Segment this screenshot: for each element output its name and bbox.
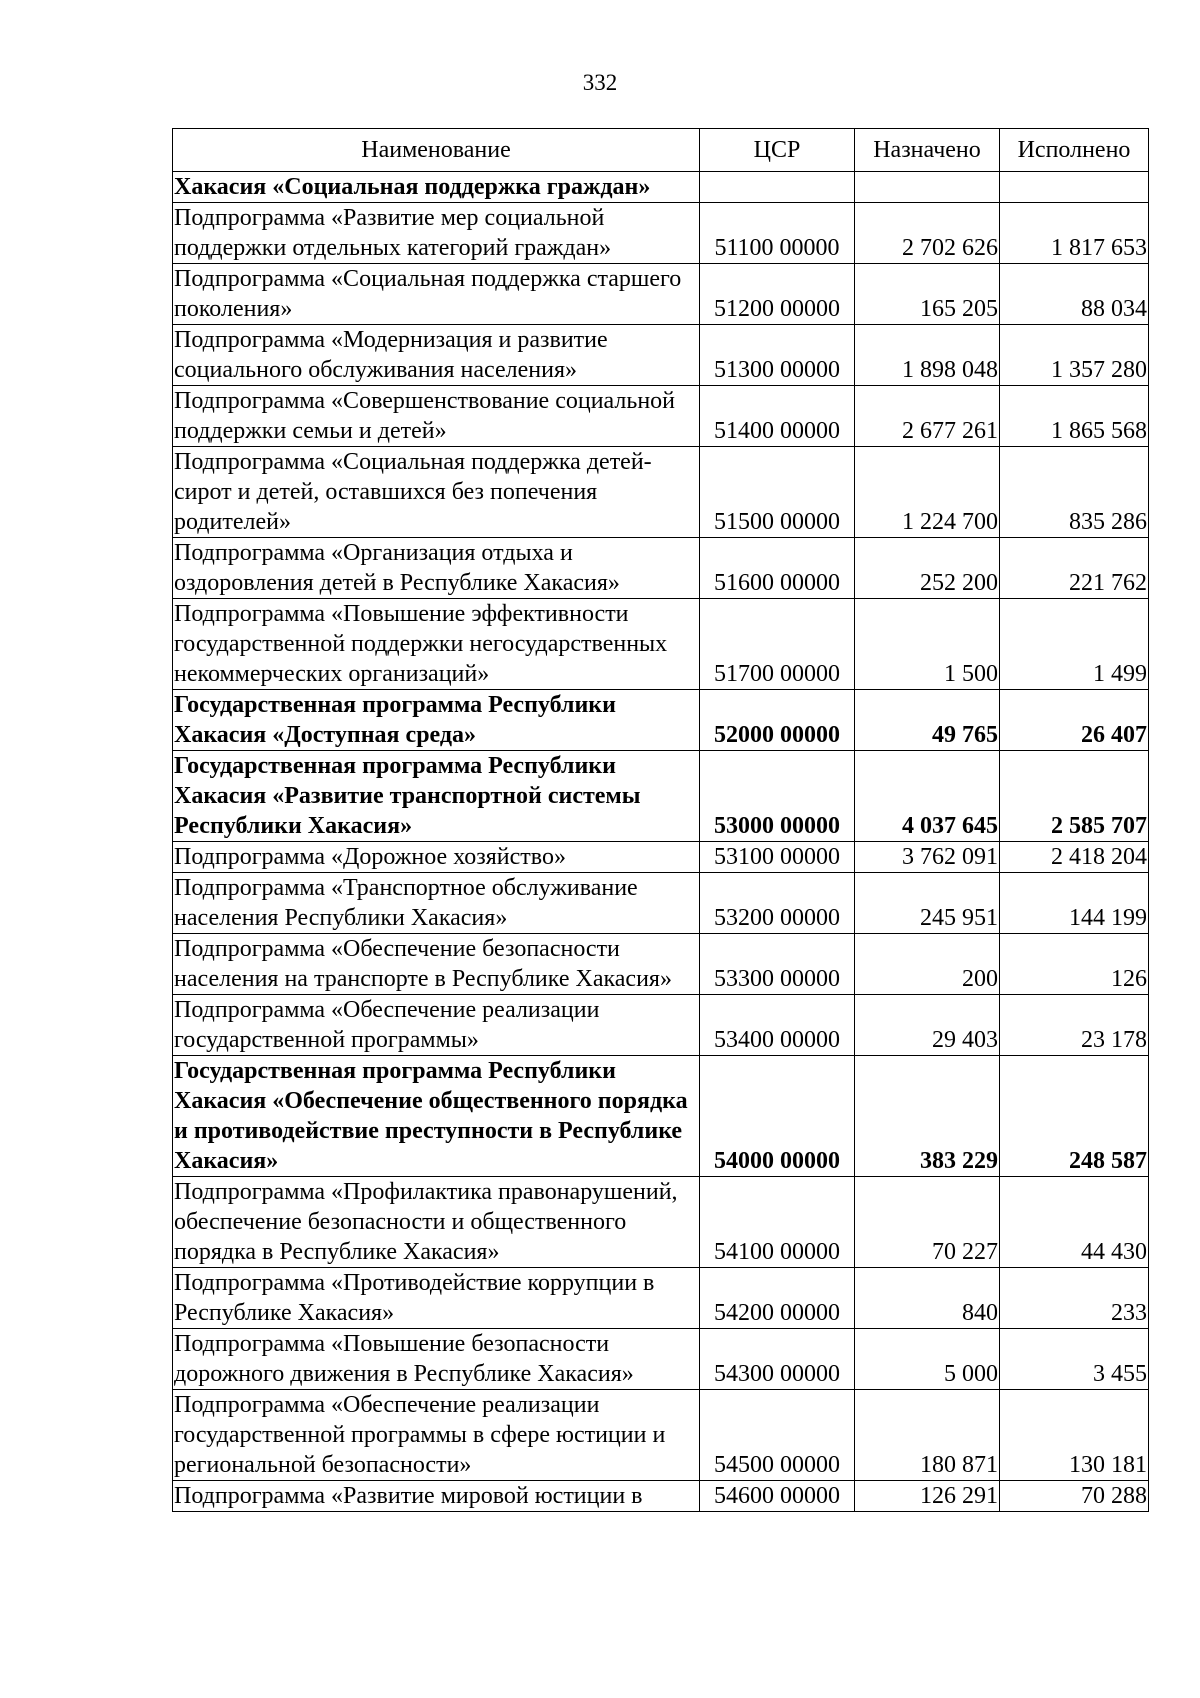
cell-csr: 53200 00000 bbox=[700, 873, 855, 934]
cell-name: Подпрограмма «Развитие мировой юстиции в bbox=[173, 1481, 700, 1512]
cell-name: Подпрограмма «Дорожное хозяйство» bbox=[173, 842, 700, 873]
cell-executed bbox=[1000, 172, 1149, 203]
cell-csr: 53400 00000 bbox=[700, 995, 855, 1056]
cell-name: Подпрограмма «Социальная поддержка детей-сирот и детей, оставшихся без попечения родителей» bbox=[173, 447, 700, 538]
cell-planned: 840 bbox=[855, 1268, 1000, 1329]
budget-table bbox=[172, 128, 1149, 1512]
cell-planned: 5 000 bbox=[855, 1329, 1000, 1390]
cell-csr: 53100 00000 bbox=[700, 842, 855, 873]
cell-name: Подпрограмма «Профилактика правонарушений, обеспечение безопасности и общественного порядка в Республике Хакасия» bbox=[173, 1177, 700, 1268]
cell-csr: 54500 00000 bbox=[700, 1390, 855, 1481]
cell-planned: 1 224 700 bbox=[855, 447, 1000, 538]
cell-name: Подпрограмма «Противодействие коррупции в Республике Хакасия» bbox=[173, 1268, 700, 1329]
cell-planned: 4 037 645 bbox=[855, 751, 1000, 842]
table-row bbox=[173, 386, 1149, 447]
cell-planned: 1 500 bbox=[855, 599, 1000, 690]
cell-name: Хакасия «Социальная поддержка граждан» bbox=[173, 172, 700, 203]
cell-planned: 3 762 091 bbox=[855, 842, 1000, 873]
cell-planned: 70 227 bbox=[855, 1177, 1000, 1268]
cell-name: Подпрограмма «Совершенствование социальной поддержки семьи и детей» bbox=[173, 386, 700, 447]
cell-name: Подпрограмма «Организация отдыха и оздоровления детей в Республике Хакасия» bbox=[173, 538, 700, 599]
cell-planned: 2 677 261 bbox=[855, 386, 1000, 447]
table-row bbox=[173, 873, 1149, 934]
cell-csr: 51100 00000 bbox=[700, 203, 855, 264]
table-row bbox=[173, 447, 1149, 538]
cell-csr: 54600 00000 bbox=[700, 1481, 855, 1512]
cell-csr: 54200 00000 bbox=[700, 1268, 855, 1329]
cell-name: Подпрограмма «Социальная поддержка старшего поколения» bbox=[173, 264, 700, 325]
cell-executed: 44 430 bbox=[1000, 1177, 1149, 1268]
cell-executed: 144 199 bbox=[1000, 873, 1149, 934]
cell-name: Подпрограмма «Повышение безопасности дорожного движения в Республике Хакасия» bbox=[173, 1329, 700, 1390]
table-row bbox=[173, 599, 1149, 690]
cell-csr: 51500 00000 bbox=[700, 447, 855, 538]
header-planned: Назначено bbox=[855, 129, 1000, 172]
cell-planned: 126 291 bbox=[855, 1481, 1000, 1512]
cell-csr: 51300 00000 bbox=[700, 325, 855, 386]
table-row bbox=[173, 1390, 1149, 1481]
cell-planned: 245 951 bbox=[855, 873, 1000, 934]
cell-executed: 3 455 bbox=[1000, 1329, 1149, 1390]
table-row bbox=[173, 1268, 1149, 1329]
table-row bbox=[173, 325, 1149, 386]
cell-executed: 26 407 bbox=[1000, 690, 1149, 751]
cell-csr: 53300 00000 bbox=[700, 934, 855, 995]
page-number: 332 bbox=[582, 70, 618, 95]
cell-planned: 49 765 bbox=[855, 690, 1000, 751]
cell-planned: 1 898 048 bbox=[855, 325, 1000, 386]
cell-name: Государственная программа Республики Хакасия «Обеспечение общественного порядка и противодействие преступности в Республике Хакасия» bbox=[173, 1056, 700, 1177]
table-row bbox=[173, 203, 1149, 264]
cell-executed: 835 286 bbox=[1000, 447, 1149, 538]
table-row bbox=[173, 1481, 1149, 1512]
cell-name: Подпрограмма «Обеспечение безопасности населения на транспорте в Республике Хакасия» bbox=[173, 934, 700, 995]
table-row bbox=[173, 1329, 1149, 1390]
cell-csr: 51600 00000 bbox=[700, 538, 855, 599]
table-row bbox=[173, 264, 1149, 325]
cell-executed: 1 499 bbox=[1000, 599, 1149, 690]
header-csr: ЦСР bbox=[700, 129, 855, 172]
cell-name: Подпрограмма «Обеспечение реализации государственной программы» bbox=[173, 995, 700, 1056]
cell-planned bbox=[855, 172, 1000, 203]
cell-executed: 221 762 bbox=[1000, 538, 1149, 599]
cell-csr: 51200 00000 bbox=[700, 264, 855, 325]
cell-planned: 252 200 bbox=[855, 538, 1000, 599]
table-header-row bbox=[173, 129, 1149, 172]
cell-name: Подпрограмма «Повышение эффективности государственной поддержки негосударственных некоммерческих организаций» bbox=[173, 599, 700, 690]
cell-csr: 54100 00000 bbox=[700, 1177, 855, 1268]
cell-csr: 54000 00000 bbox=[700, 1056, 855, 1177]
header-executed: Исполнено bbox=[1000, 129, 1149, 172]
cell-name: Подпрограмма «Модернизация и развитие социального обслуживания населения» bbox=[173, 325, 700, 386]
header-name: Наименование bbox=[173, 129, 700, 172]
cell-planned: 165 205 bbox=[855, 264, 1000, 325]
table-row bbox=[173, 934, 1149, 995]
table-row bbox=[173, 1177, 1149, 1268]
table-body bbox=[173, 172, 1149, 1512]
cell-executed: 130 181 bbox=[1000, 1390, 1149, 1481]
cell-name: Государственная программа Республики Хакасия «Доступная среда» bbox=[173, 690, 700, 751]
cell-executed: 233 bbox=[1000, 1268, 1149, 1329]
cell-planned: 2 702 626 bbox=[855, 203, 1000, 264]
cell-csr: 53000 00000 bbox=[700, 751, 855, 842]
cell-planned: 383 229 bbox=[855, 1056, 1000, 1177]
table-row bbox=[173, 538, 1149, 599]
table-row bbox=[173, 1056, 1149, 1177]
cell-name: Подпрограмма «Обеспечение реализации государственной программы в сфере юстиции и региональной безопасности» bbox=[173, 1390, 700, 1481]
cell-executed: 126 bbox=[1000, 934, 1149, 995]
cell-planned: 200 bbox=[855, 934, 1000, 995]
cell-executed: 70 288 bbox=[1000, 1481, 1149, 1512]
cell-planned: 29 403 bbox=[855, 995, 1000, 1056]
cell-executed: 1 817 653 bbox=[1000, 203, 1149, 264]
cell-csr: 51700 00000 bbox=[700, 599, 855, 690]
cell-executed: 2 585 707 bbox=[1000, 751, 1149, 842]
cell-executed: 23 178 bbox=[1000, 995, 1149, 1056]
table-row bbox=[173, 995, 1149, 1056]
cell-csr: 51400 00000 bbox=[700, 386, 855, 447]
cell-csr bbox=[700, 172, 855, 203]
cell-name: Подпрограмма «Транспортное обслуживание населения Республики Хакасия» bbox=[173, 873, 700, 934]
table-row bbox=[173, 751, 1149, 842]
cell-csr: 54300 00000 bbox=[700, 1329, 855, 1390]
cell-executed: 88 034 bbox=[1000, 264, 1149, 325]
cell-executed: 248 587 bbox=[1000, 1056, 1149, 1177]
cell-planned: 180 871 bbox=[855, 1390, 1000, 1481]
cell-name: Подпрограмма «Развитие мер социальной поддержки отдельных категорий граждан» bbox=[173, 203, 700, 264]
cell-executed: 1 357 280 bbox=[1000, 325, 1149, 386]
cell-name: Государственная программа Республики Хакасия «Развитие транспортной системы Республики Хакасия» bbox=[173, 751, 700, 842]
cell-csr: 52000 00000 bbox=[700, 690, 855, 751]
table-row bbox=[173, 172, 1149, 203]
cell-executed: 1 865 568 bbox=[1000, 386, 1149, 447]
table-row bbox=[173, 690, 1149, 751]
cell-executed: 2 418 204 bbox=[1000, 842, 1149, 873]
table-row bbox=[173, 842, 1149, 873]
